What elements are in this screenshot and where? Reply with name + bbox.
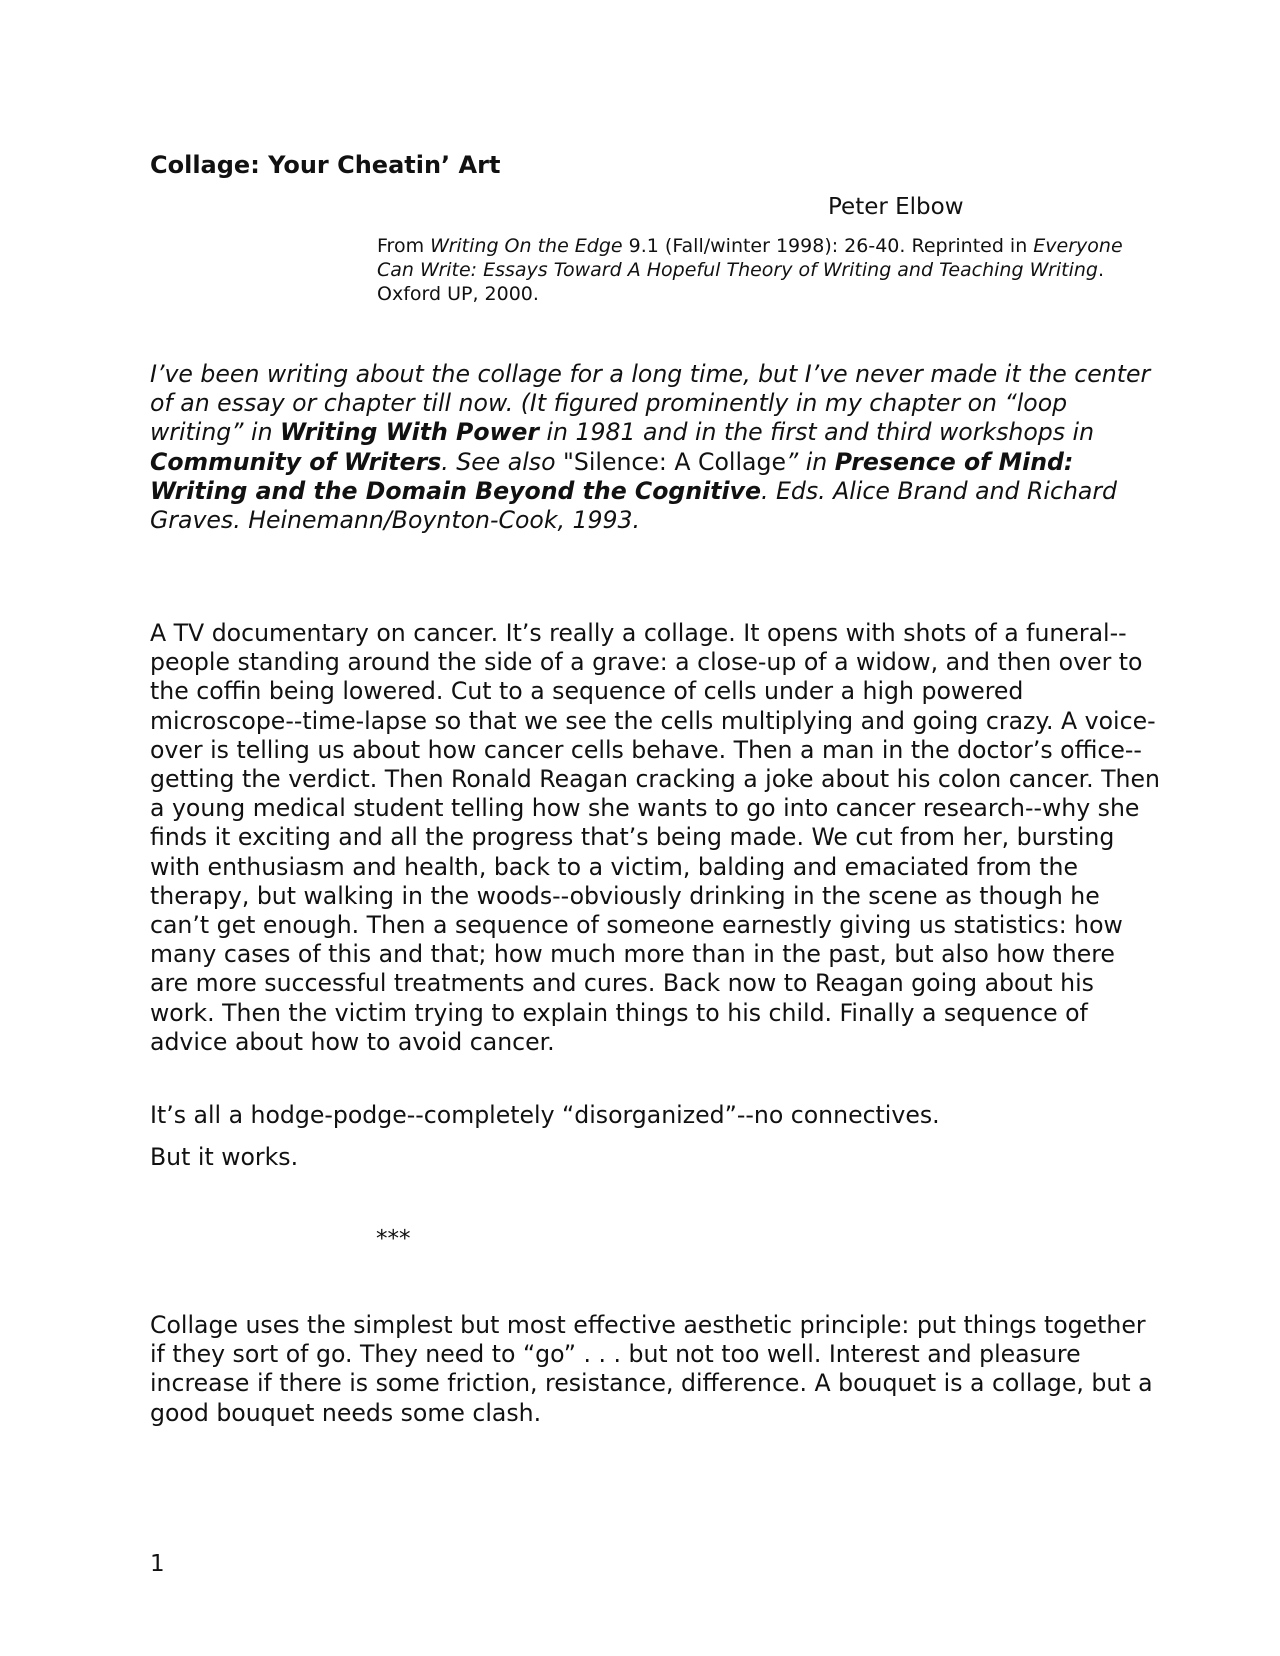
source-prefix: From	[377, 235, 431, 257]
book-title: Presence of Mind: Writing and the Domain Beyond the Cognitive	[150, 447, 1074, 505]
intro-note	[150, 360, 1160, 535]
intro-text: ” in	[785, 447, 835, 476]
document-title: Collage: Your Cheatin’ Art	[150, 151, 501, 179]
body-paragraph: But it works.	[150, 1143, 299, 1171]
page-number: 1	[150, 1551, 165, 1577]
author-name: Peter Elbow	[828, 194, 964, 220]
intro-text: . See also	[441, 447, 564, 476]
intro-text: in 1981 and in the first and third workshops in	[539, 418, 1095, 447]
essay-title: Silence: A Collage	[573, 447, 786, 476]
source-book: Everyone Can Write: Essays Toward A Hopeful Theory of Writing and Teaching Writing	[377, 235, 1123, 281]
section-separator: ***	[376, 1226, 411, 1252]
body-paragraph: It’s all a hodge-podge--completely “disorganized”--no connectives.	[150, 1101, 940, 1129]
intro-quote-open: "	[563, 447, 574, 476]
intro-text: . Eds. Alice Brand and Richard Graves. Heinemann/Boynton-Cook, 1993.	[150, 476, 1118, 535]
source-citation	[377, 234, 1137, 306]
body-paragraph: A TV documentary on cancer. It’s really a collage. It opens with shots of a funeral--people standing around the side of a grave: a close-up of a widow, and then over to the coffin being lowered. Cut to a sequence of cells under a high powered microscope--time-lapse so that we see the cells multiplying and going crazy. A voice-over is telling us about how cancer cells behave. Then a man in the doctor’s office--getting the verdict. Then Ronald Reagan cracking a joke about his colon cancer. Then a young medical student telling how she wants to go into cancer research--why she finds it exciting and all the progress that’s being made. We cut from her, bursting with enthusiasm and health, back to a victim, balding and emaciated from the therapy, but walking in the woods--obviously drinking in the scene as though he can’t get enough. Then a sequence of someone earnestly giving us statistics: how many cases of this and that; how much more than in the past, but also how there are more successful treatments and cures. Back now to Reagan going about his work. Then the victim trying to explain things to his child. Finally a sequence of advice about how to avoid cancer.	[150, 619, 1160, 1056]
source-publisher: . Oxford UP, 2000.	[377, 259, 1104, 305]
intro-text: I’ve been writing about the collage for a long time, but I’ve never made it the center of an essay or chapter till now. (It figured prominently in my chapter on “loop writing” in	[150, 360, 1151, 447]
body-paragraph: Collage uses the simplest but most effective aesthetic principle: put things together if they sort of go. They need to “go” . . . but not too well. Interest and pleasure increase if there is some friction, resistance, difference. A bouquet is a collage, but a good bouquet needs some clash.	[150, 1311, 1153, 1427]
source-journal: Writing On the Edge	[430, 235, 623, 257]
book-title: Community of Writers	[150, 447, 442, 476]
book-title: Writing With Power	[280, 418, 539, 447]
source-journal-details: 9.1 (Fall/winter 1998): 26-40. Reprinted in	[622, 235, 1034, 257]
